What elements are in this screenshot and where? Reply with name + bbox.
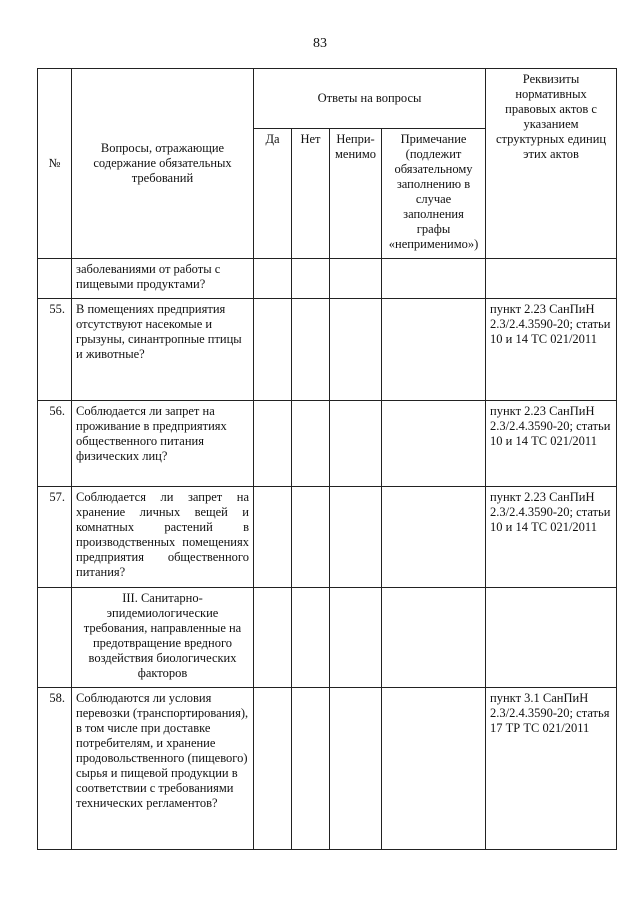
table-row — [38, 688, 617, 850]
row-question: Соблюдаются ли условия перевозки (транспортирования), в том числе при доставке потребителям, и хранение продовольственного (пищевого) сырья и пищевой продукции в соответствии с требованиями технических регламентов? — [72, 688, 254, 850]
cell-not-applicable[interactable] — [330, 299, 382, 401]
row-question: Соблюдается ли запрет на проживание в предприятиях общественного питания физических лиц? — [72, 401, 254, 487]
row-reference: пункт 2.23 СанПиН 2.3/2.4.3590-20; статьи 10 и 14 ТС 021/2011 — [486, 487, 617, 588]
section-row — [38, 588, 617, 688]
cell-yes[interactable] — [254, 401, 292, 487]
section-title: III. Санитарно-эпидемиологические требования, направленные на предотвращение вредного воздействия биологических факторов — [72, 588, 254, 688]
table-row — [38, 401, 617, 487]
cell-no — [292, 588, 330, 688]
header-row-top — [38, 69, 617, 129]
page-number: 83 — [313, 36, 327, 51]
cell-note[interactable] — [382, 688, 486, 850]
row-reference — [486, 588, 617, 688]
header-not-applicable: Непри-менимо — [330, 129, 382, 259]
table-row — [38, 299, 617, 401]
cell-no[interactable] — [292, 688, 330, 850]
cell-yes[interactable] — [254, 688, 292, 850]
cell-note[interactable] — [382, 259, 486, 299]
cell-yes — [254, 588, 292, 688]
cell-note — [382, 588, 486, 688]
row-question: заболеваниями от работы с пищевыми продуктами? — [72, 259, 254, 299]
cell-not-applicable[interactable] — [330, 401, 382, 487]
row-reference: пункт 3.1 СанПиН 2.3/2.4.3590-20; статья 17 ТР ТС 021/2011 — [486, 688, 617, 850]
cell-not-applicable[interactable] — [330, 688, 382, 850]
cell-note[interactable] — [382, 487, 486, 588]
row-number: 58. — [38, 688, 72, 850]
row-number: 55. — [38, 299, 72, 401]
table-row — [38, 487, 617, 588]
table-row — [38, 259, 617, 299]
header-no: Нет — [292, 129, 330, 259]
cell-no[interactable] — [292, 401, 330, 487]
header-questions: Вопросы, отражающие содержание обязательных требований — [72, 69, 254, 259]
cell-no[interactable] — [292, 259, 330, 299]
cell-no[interactable] — [292, 487, 330, 588]
row-question: В помещениях предприятия отсутствуют насекомые и грызуны, синантропные птицы и животные? — [72, 299, 254, 401]
cell-not-applicable — [330, 588, 382, 688]
cell-yes[interactable] — [254, 487, 292, 588]
header-note: Примечание (подлежит обязательному заполнению в случае заполнения графы «неприменимо») — [382, 129, 486, 259]
row-reference: пункт 2.23 СанПиН 2.3/2.4.3590-20; статьи 10 и 14 ТС 021/2011 — [486, 299, 617, 401]
cell-note[interactable] — [382, 299, 486, 401]
row-question: Соблюдается ли запрет на хранение личных вещей и комнатных растений в производственных помещениях предприятия общественного питания? — [72, 487, 254, 588]
row-reference: пункт 2.23 СанПиН 2.3/2.4.3590-20; статьи 10 и 14 ТС 021/2011 — [486, 401, 617, 487]
row-number — [38, 588, 72, 688]
cell-not-applicable[interactable] — [330, 259, 382, 299]
cell-no[interactable] — [292, 299, 330, 401]
row-reference — [486, 259, 617, 299]
checklist-table — [37, 68, 617, 850]
cell-yes[interactable] — [254, 259, 292, 299]
header-number: № — [38, 69, 72, 259]
row-number: 57. — [38, 487, 72, 588]
cell-not-applicable[interactable] — [330, 487, 382, 588]
header-yes: Да — [254, 129, 292, 259]
row-number: 56. — [38, 401, 72, 487]
cell-yes[interactable] — [254, 299, 292, 401]
header-references: Реквизиты нормативных правовых актов с указанием структурных единиц этих актов — [486, 69, 617, 259]
header-answers: Ответы на вопросы — [254, 69, 486, 129]
row-number — [38, 259, 72, 299]
cell-note[interactable] — [382, 401, 486, 487]
